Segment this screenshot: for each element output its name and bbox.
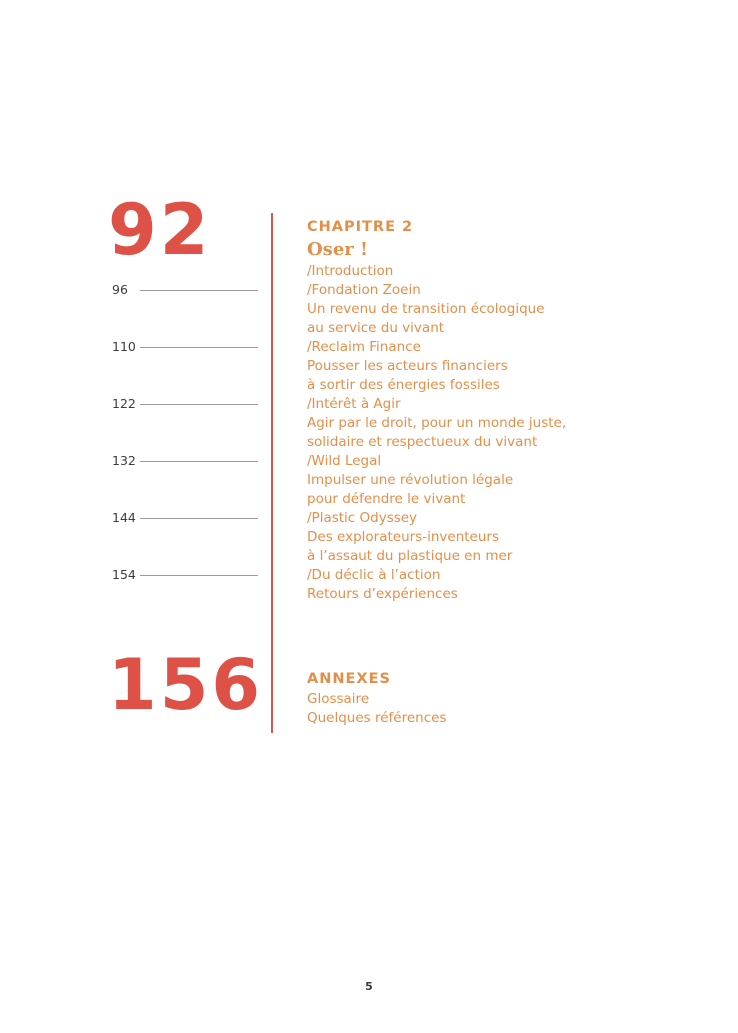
leader-line [140, 290, 258, 291]
annexes-page-number: 156 [108, 644, 264, 726]
toc-entry-description: au service du vivant [307, 320, 445, 336]
folio: 5 [365, 980, 373, 993]
annexes-section [307, 670, 447, 728]
annex-item: Glossaire [307, 691, 370, 707]
page-reference-number: 132 [112, 453, 136, 468]
toc-entry-title: /Introduction [307, 263, 394, 279]
leader-line [140, 347, 258, 348]
page-reference-number: 122 [112, 396, 136, 411]
chapter-subtitle: Oser ! [307, 239, 368, 260]
toc-entry-description: Des explorateurs-inventeurs [307, 529, 499, 545]
page-reference [112, 567, 258, 583]
toc-entry-description: Un revenu de transition écologique [307, 301, 545, 317]
leader-line [140, 404, 258, 405]
vertical-divider [271, 213, 273, 733]
annexes-list [307, 690, 447, 728]
page-reference-number: 154 [112, 567, 136, 582]
annex-item: Quelques références [307, 710, 447, 726]
toc-entry-description: Retours d’expériences [307, 586, 458, 602]
chapter-section [307, 218, 566, 604]
annexes-heading: ANNEXES [307, 671, 391, 687]
toc-entry-description: Agir par le droit, pour un monde juste, [307, 415, 567, 431]
page-reference [112, 339, 258, 355]
page-reference [112, 453, 258, 469]
toc-entry-title: /Plastic Odyssey [307, 510, 418, 526]
toc-entry-description: pour défendre le vivant [307, 491, 466, 507]
page-reference [112, 396, 258, 412]
toc-entry-description: à sortir des énergies fossiles [307, 377, 500, 393]
toc-entry-title: /Du déclic à l’action [307, 567, 441, 583]
page-reference-number: 96 [112, 282, 128, 297]
toc-entry-title: /Wild Legal [307, 453, 382, 469]
leader-line [140, 518, 258, 519]
page-reference-number: 110 [112, 339, 136, 354]
chapter-entries [307, 262, 566, 604]
toc-entry-description: Impulser une révolution légale [307, 472, 514, 488]
page-reference-number: 144 [112, 510, 136, 525]
toc-entry-title: /Intérêt à Agir [307, 396, 401, 412]
leader-line [140, 575, 258, 576]
toc-entry-description: Pousser les acteurs financiers [307, 358, 508, 374]
chapter-page-number: 92 [108, 189, 212, 271]
page-reference [112, 282, 258, 298]
page-reference [112, 510, 258, 526]
leader-line [140, 461, 258, 462]
toc-entry-description: solidaire et respectueux du vivant [307, 434, 538, 450]
toc-entry-title: /Fondation Zoein [307, 282, 421, 298]
toc-entry-title: /Reclaim Finance [307, 339, 421, 355]
toc-entry-description: à l’assaut du plastique en mer [307, 548, 513, 564]
chapter-heading: CHAPITRE 2 [307, 219, 414, 235]
